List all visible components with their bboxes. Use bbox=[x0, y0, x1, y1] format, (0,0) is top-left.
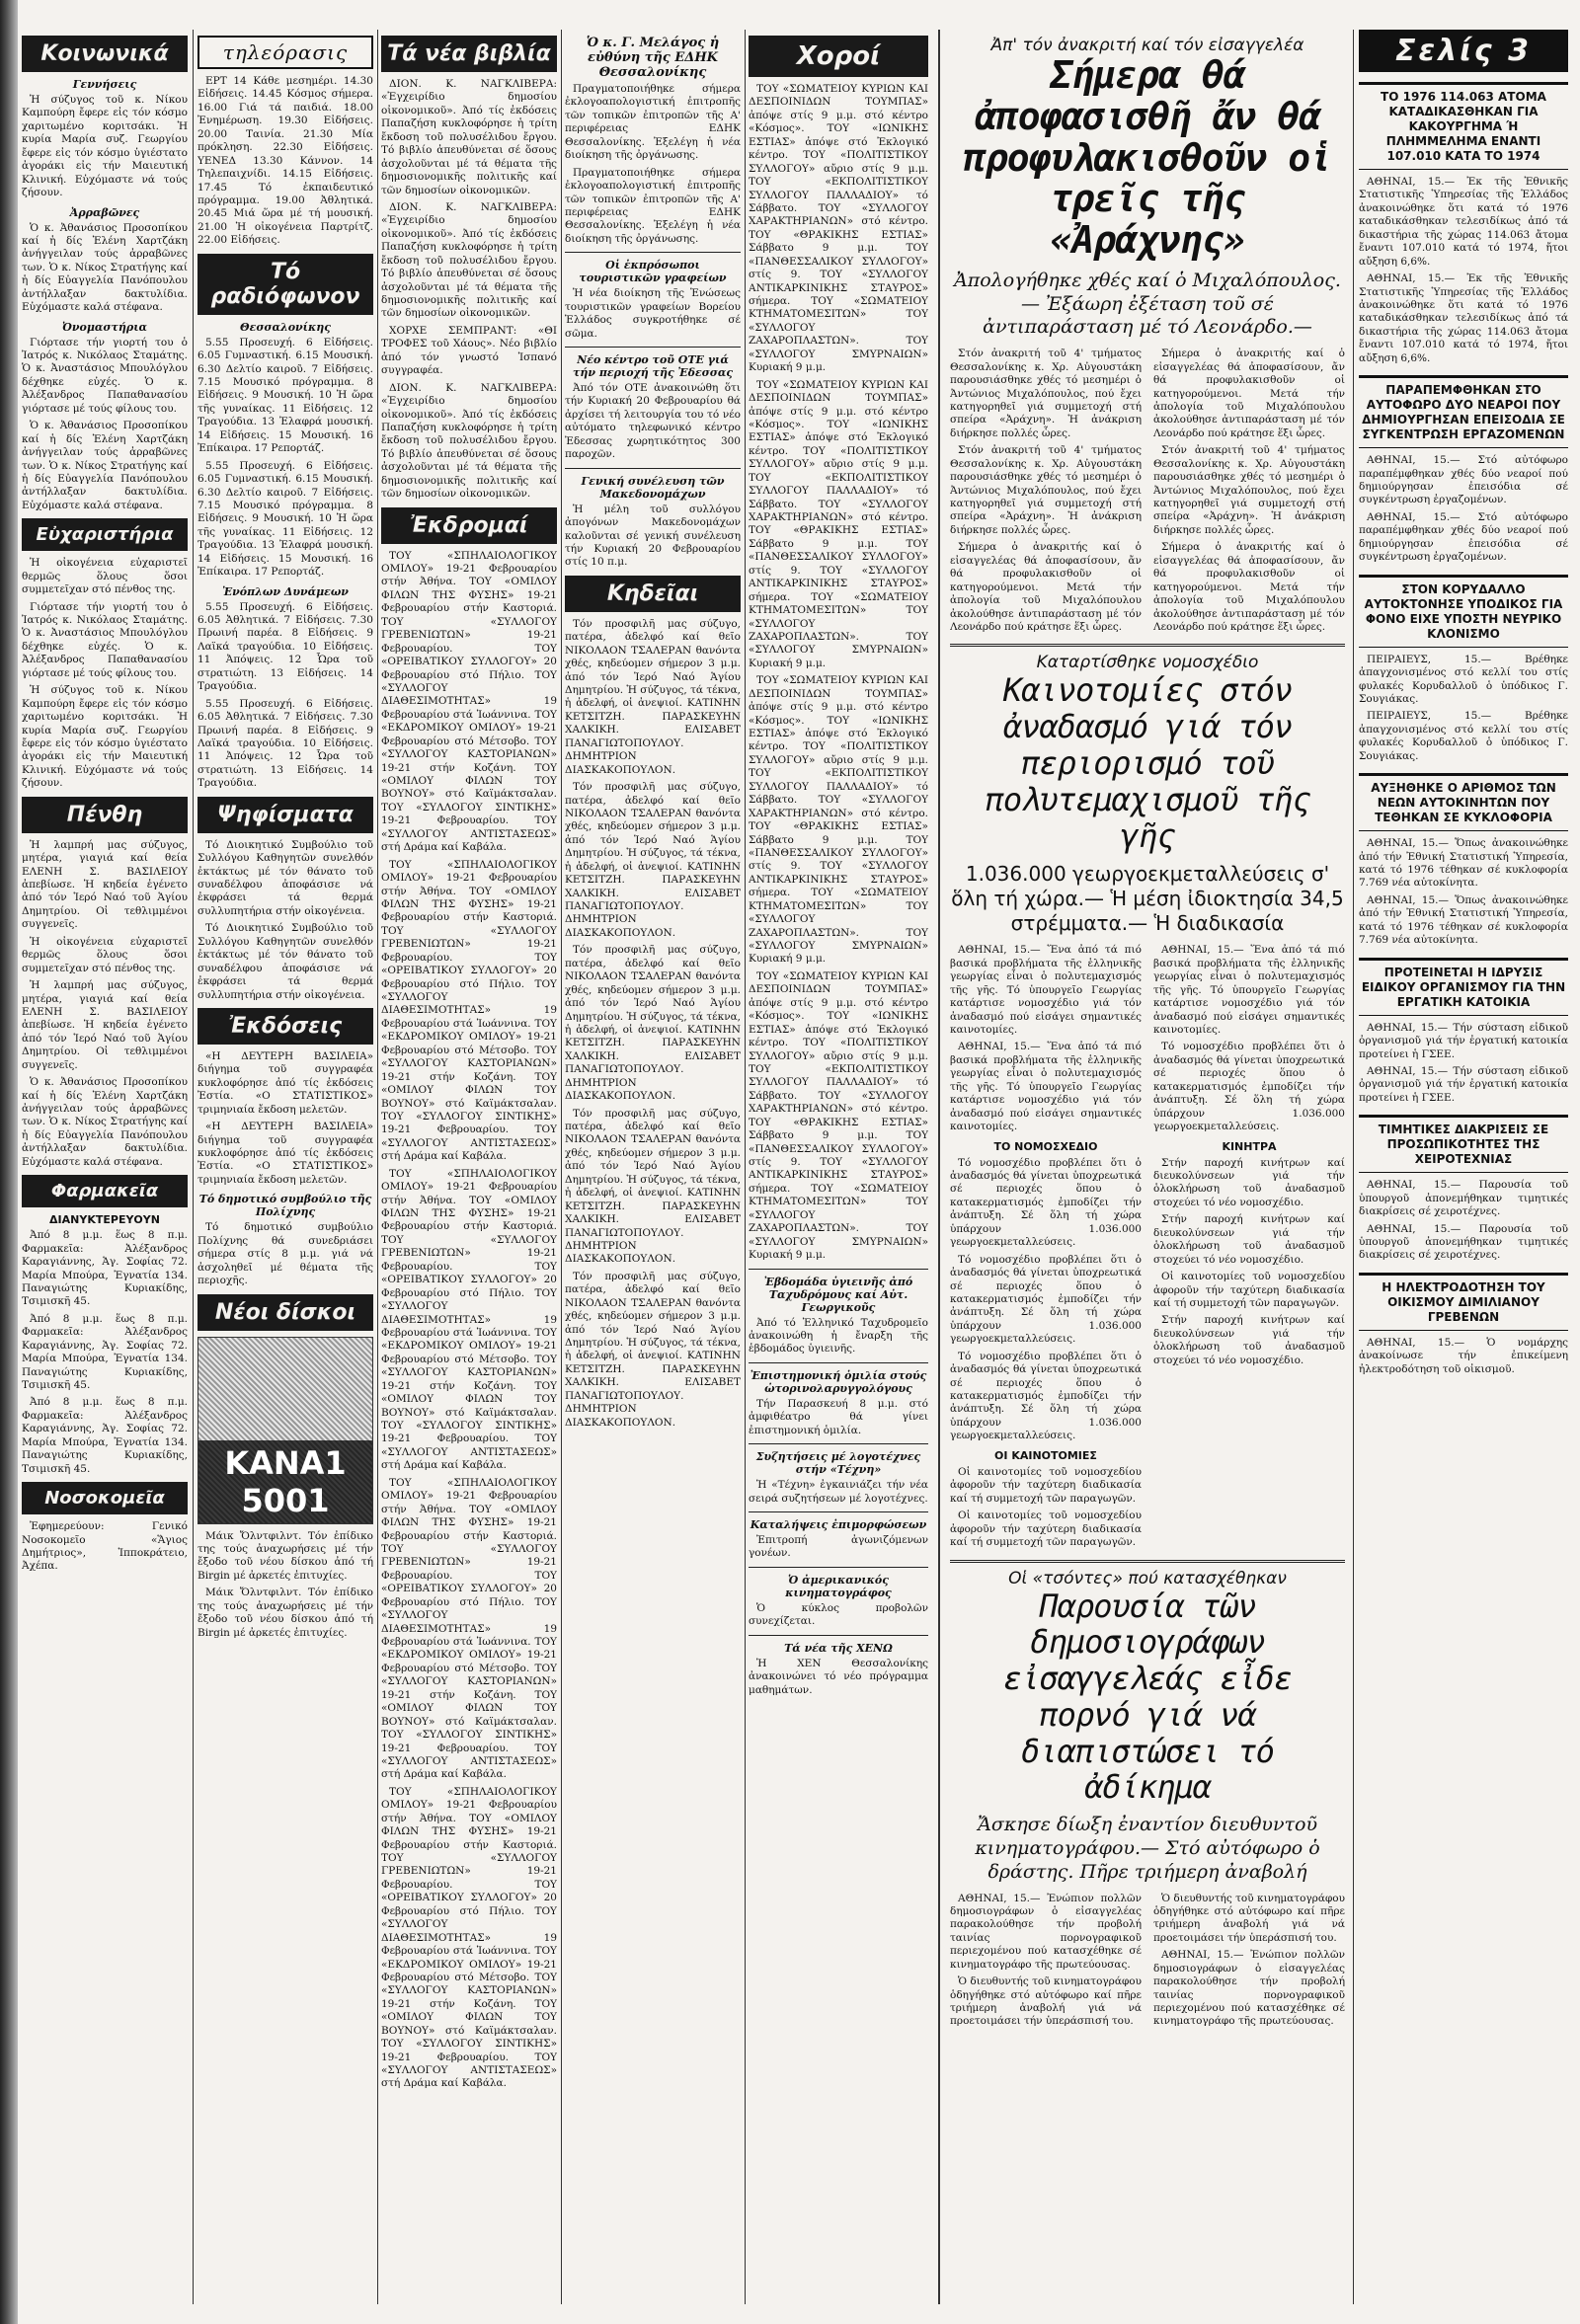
column-news-funerals bbox=[565, 30, 741, 2304]
section-banner-funerals: Κηδεῖαι bbox=[565, 576, 741, 612]
divider bbox=[565, 347, 741, 348]
article-deck: Ἄσκησε δίωξη ἐναντίον διευθυντοῦ κινηματογράφου.— Στό αὐτόφωρο ὁ δράστης. Πῆρε τριήμερη ἀναβολή bbox=[975, 1814, 1320, 1883]
tv-listings: ΕΡΤ 14 Κάθε μεσημέρι. 14.30 Εἰδήσεις. 14.45 Κόσμος σήμερα. 16.00 Γιά τά παιδιά. 18.00 Ἐνημέρωση. 19.30 Εἰδήσεις. 20.00 Ταινία. 21.30 Μία πρόκληση. 22.30 Εἰδήσεις. ΥΕΝΕΔ 13.30 Κάννον. 14 Τηλεπαιχνίδι. 14.15 Εἰδήσεις. 17.45 Τό ἐκπαιδευτικό πρόγραμμα. 19.00 Ἀθλητικά. 20.45 Μιά ὥρα μέ τή μουσική. 21.00 Ἡ οἰκογένεια Παρτρίτζ. 22.00 Εἰδήσεις. bbox=[198, 75, 373, 247]
column-books-excursions bbox=[381, 30, 557, 2304]
column-briefs bbox=[1359, 30, 1568, 2304]
column-rule bbox=[938, 30, 940, 2304]
album-cover-photo bbox=[198, 1337, 373, 1524]
section-banner-radio: Τό ραδιόφωνον bbox=[198, 254, 373, 315]
excursions-list: ΤΟΥ «ΣΠΗΛΑΙΟΛΟΓΙΚΟΥ ΟΜΙΛΟΥ» 19-21 Φεβρουαρίου στήν Ἀθήνα. ΤΟΥ «ΟΜΙΛΟΥ ΦΙΛΩΝ ΤΗΣ ΦΥΣΗΣ» 19-21 Φεβρουαρίου στήν Καστοριά. ΤΟΥ «ΣΥΛΛΟΓΟΥ ΓΡΕΒΕΝΙΩΤΩΝ» 19-21 Φεβρουαρίου. ΤΟΥ «ΟΡΕΙΒΑΤΙΚΟΥ ΣΥΛΛΟΓΟΥ» 20 Φεβρουαρίου στό Πήλιο. ΤΟΥ «ΣΥΛΛΟΓΟΥ ΔΙΑΘΕΣΙΜΟΤΗΤΑΣ» 19 Φεβρουαρίου στά Ἰωάννινα. ΤΟΥ «ΕΚΔΡΟΜΙΚΟΥ ΟΜΙΛΟΥ» 19-21 Φεβρουαρίου στό Μέτσοβο. ΤΟΥ «ΣΥΛΛΟΓΟΥ ΚΑΣΤΟΡΙΑΝΩΝ» 19-21 στήν Κοζάνη. ΤΟΥ «ΟΜΙΛΟΥ ΦΙΛΩΝ ΤΟΥ ΒΟΥΝΟΥ» στό Καϊμάκτσαλαν. ΤΟΥ «ΣΥΛΛΟΓΟΥ ΣΙΝΤΙΚΗΣ» 19-21 Φεβρουαρίου. ΤΟΥ «ΣΥΛΛΟΓΟΥ ΑΝΤΙΣΤΑΣΕΩΣ» στή Δράμα καί Καβάλα. ΤΟΥ «ΣΠΗΛΑΙΟΛΟΓΙΚΟΥ ΟΜΙΛΟΥ» 19-21 Φεβρουαρίου στήν Ἀθήνα. ΤΟΥ «ΟΜΙΛΟΥ ΦΙΛΩΝ ΤΗΣ ΦΥΣΗΣ» 19-21 Φεβρουαρίου στήν Καστοριά. ΤΟΥ «ΣΥΛΛΟΓΟΥ ΓΡΕΒΕΝΙΩΤΩΝ» 19-21 Φεβρουαρίου. ΤΟΥ «ΟΡΕΙΒΑΤΙΚΟΥ ΣΥΛΛΟΓΟΥ» 20 Φεβρουαρίου στό Πήλιο. ΤΟΥ «ΣΥΛΛΟΓΟΥ ΔΙΑΘΕΣΙΜΟΤΗΤΑΣ» 19 Φεβρουαρίου στά Ἰωάννινα. ΤΟΥ «ΕΚΔΡΟΜΙΚΟΥ ΟΜΙΛΟΥ» 19-21 Φεβρουαρίου στό Μέτσοβο. ΤΟΥ «ΣΥΛΛΟΓΟΥ ΚΑΣΤΟΡΙΑΝΩΝ» 19-21 στήν Κοζάνη. ΤΟΥ «ΟΜΙΛΟΥ ΦΙΛΩΝ ΤΟΥ ΒΟΥΝΟΥ» στό Καϊμάκτσαλαν. ΤΟΥ «ΣΥΛΛΟΓΟΥ ΣΙΝΤΙΚΗΣ» 19-21 Φεβρουαρίου. ΤΟΥ «ΣΥΛΛΟΓΟΥ ΑΝΤΙΣΤΑΣΕΩΣ» στή Δράμα καί Καβάλα. ΤΟΥ «ΣΠΗΛΑΙΟΛΟΓΙΚΟΥ ΟΜΙΛΟΥ» 19-21 Φεβρουαρίου στήν Ἀθήνα. ΤΟΥ «ΟΜΙΛΟΥ ΦΙΛΩΝ ΤΗΣ ΦΥΣΗΣ» 19-21 Φεβρουαρίου στήν Καστοριά. ΤΟΥ «ΣΥΛΛΟΓΟΥ ΓΡΕΒΕΝΙΩΤΩΝ» 19-21 Φεβρουαρίου. ΤΟΥ «ΟΡΕΙΒΑΤΙΚΟΥ ΣΥΛΛΟΓΟΥ» 20 Φεβρουαρίου στό Πήλιο. ΤΟΥ «ΣΥΛΛΟΓΟΥ ΔΙΑΘΕΣΙΜΟΤΗΤΑΣ» 19 Φεβρουαρίου στά Ἰωάννινα. ΤΟΥ «ΕΚΔΡΟΜΙΚΟΥ ΟΜΙΛΟΥ» 19-21 Φεβρουαρίου στό Μέτσοβο. ΤΟΥ «ΣΥΛΛΟΓΟΥ ΚΑΣΤΟΡΙΑΝΩΝ» 19-21 στήν Κοζάνη. ΤΟΥ «ΟΜΙΛΟΥ ΦΙΛΩΝ ΤΟΥ ΒΟΥΝΟΥ» στό Καϊμάκτσαλαν. ΤΟΥ «ΣΥΛΛΟΓΟΥ ΣΙΝΤΙΚΗΣ» 19-21 Φεβρουαρίου. ΤΟΥ «ΣΥΛΛΟΓΟΥ ΑΝΤΙΣΤΑΣΕΩΣ» στή Δράμα καί Καβάλα. ΤΟΥ «ΣΠΗΛΑΙΟΛΟΓΙΚΟΥ ΟΜΙΛΟΥ» 19-21 Φεβρουαρίου στήν Ἀθήνα. ΤΟΥ «ΟΜΙΛΟΥ ΦΙΛΩΝ ΤΗΣ ΦΥΣΗΣ» 19-21 Φεβρουαρίου στήν Καστοριά. ΤΟΥ «ΣΥΛΛΟΓΟΥ ΓΡΕΒΕΝΙΩΤΩΝ» 19-21 Φεβρουαρίου. ΤΟΥ «ΟΡΕΙΒΑΤΙΚΟΥ ΣΥΛΛΟΓΟΥ» 20 Φεβρουαρίου στό Πήλιο. ΤΟΥ «ΣΥΛΛΟΓΟΥ ΔΙΑΘΕΣΙΜΟΤΗΤΑΣ» 19 Φεβρουαρίου στά Ἰωάννινα. ΤΟΥ «ΕΚΔΡΟΜΙΚΟΥ ΟΜΙΛΟΥ» 19-21 Φεβρουαρίου στό Μέτσοβο. ΤΟΥ «ΣΥΛΛΟΓΟΥ ΚΑΣΤΟΡΙΑΝΩΝ» 19-21 στήν Κοζάνη. ΤΟΥ «ΟΜΙΛΟΥ ΦΙΛΩΝ ΤΟΥ ΒΟΥΝΟΥ» στό Καϊμάκτσαλαν. ΤΟΥ «ΣΥΛΛΟΓΟΥ ΣΙΝΤΙΚΗΣ» 19-21 Φεβρουαρίου. ΤΟΥ «ΣΥΛΛΟΓΟΥ ΑΝΤΙΣΤΑΣΕΩΣ» στή Δράμα καί Καβάλα. ΤΟΥ «ΣΠΗΛΑΙΟΛΟΓΙΚΟΥ ΟΜΙΛΟΥ» 19-21 Φεβρουαρίου στήν Ἀθήνα. ΤΟΥ «ΟΜΙΛΟΥ ΦΙΛΩΝ ΤΗΣ ΦΥΣΗΣ» 19-21 Φεβρουαρίου στήν Καστοριά. ΤΟΥ «ΣΥΛΛΟΓΟΥ ΓΡΕΒΕΝΙΩΤΩΝ» 19-21 Φεβρουαρίου. ΤΟΥ «ΟΡΕΙΒΑΤΙΚΟΥ ΣΥΛΛΟΓΟΥ» 20 Φεβρουαρίου στό Πήλιο. ΤΟΥ «ΣΥΛΛΟΓΟΥ ΔΙΑΘΕΣΙΜΟΤΗΤΑΣ» 19 Φεβρουαρίου στά Ἰωάννινα. ΤΟΥ «ΕΚΔΡΟΜΙΚΟΥ ΟΜΙΛΟΥ» 19-21 Φεβρουαρίου στό Μέτσοβο. ΤΟΥ «ΣΥΛΛΟΓΟΥ ΚΑΣΤΟΡΙΑΝΩΝ» 19-21 στήν Κοζάνη. ΤΟΥ «ΟΜΙΛΟΥ ΦΙΛΩΝ ΤΟΥ ΒΟΥΝΟΥ» στό Καϊμάκτσαλαν. ΤΟΥ «ΣΥΛΛΟΓΟΥ ΣΙΝΤΙΚΗΣ» 19-21 Φεβρουαρίου. ΤΟΥ «ΣΥΛΛΟΓΟΥ ΑΝΤΙΣΤΑΣΕΩΣ» στή Δράμα καί Καβάλα. bbox=[381, 549, 557, 2090]
section-banner-social: Κοινωνικά bbox=[22, 36, 188, 72]
article-text: «Η ΔΕΥΤΕΡΗ ΒΑΣΙΛΕΙΑ» διήγημα τοῦ συγγραφέα κυκλοφόρησε ἀπό τίς ἐκδόσεις Ἐστία. «Ο ΣΤΑΤΙΣΤΙΚΟΣ» τριμηνιαία ἔκδοση μελετῶν. «Η ΔΕΥΤΕΡΗ ΒΑΣΙΛΕΙΑ» διήγημα τοῦ συγγραφέα κυκλοφόρησε ἀπό τίς ἐκδόσεις Ἐστία. «Ο ΣΤΑΤΙΣΤΙΚΟΣ» τριμηνιαία ἔκδοση μελετῶν. bbox=[198, 1049, 373, 1186]
article-text: Τό Διοικητικό Συμβούλιο τοῦ Συλλόγου Καθηγητῶν συνελθόν ἐκτάκτως μέ τόν θάνατο τοῦ συναδέλφου ἀποφάσισε νά ἐκφράσει τά θερμά συλλυπητήρια στήν οἰκογένεια. Τό Διοικητικό Συμβούλιο τοῦ Συλλόγου Καθηγητῶν συνελθόν ἐκτάκτως μέ τόν θάνατο τοῦ συναδέλφου ἀποφάσισε νά ἐκφράσει τά θερμά συλλυπητήρια στήν οἰκογένεια. bbox=[198, 838, 373, 1001]
section-subhead: Τό δημοτικό συμβούλιο τῆς Πολίχνης bbox=[198, 1193, 372, 1219]
article-text: Τήν Παρασκευή 8 μ.μ. στό ἀμφιθέατρο θά γίνει ἐπιστημονική ὁμιλία. bbox=[749, 1397, 928, 1436]
article-body: Στόν ἀνακριτή τοῦ 4' τμήματος Θεσσαλονίκης κ. Χρ. Αὐγουστάκη παρουσιάσθηκε χθές τό μεσημέρι ὁ Ἀντώνιος Μιχαλόπουλος, πού ἔχει κατηγορηθεῖ γιά συμμετοχή στή σπείρα «Ἀράχνη». Ἡ ἀνάκριση διήρκησε πολλές ὧρες. Στόν ἀνακριτή τοῦ 4' τμήματος Θεσσαλονίκης κ. Χρ. Αὐγουστάκη παρουσιάσθηκε χθές τό μεσημέρι ὁ Ἀντώνιος Μιχαλόπουλος, πού ἔχει κατηγορηθεῖ γιά συμμετοχή στή σπείρα «Ἀράχνη». Ἡ ἀνάκριση διήρκησε πολλές ὧρες. Σήμερα ὁ ἀνακριτής καί ὁ εἰσαγγελέας θά ἀποφασίσουν, ἄν θά προφυλακισθοῦν οἱ κατηγορούμενοι. Μετά τήν ἀπολογία τοῦ Μιχαλόπουλου ἀκολούθησε ἀντιπαράσταση μέ τόν Λεονάρδο πού κράτησε ἕξι ὧρες. Σήμερα ὁ ἀνακριτής καί ὁ εἰσαγγελέας θά ἀποφασίσουν, ἄν θά προφυλακισθοῦν οἱ κατηγορούμενοι. Μετά τήν ἀπολογία τοῦ Μιχαλόπουλου ἀκολούθησε ἀντιπαράσταση μέ τόν Λεονάρδο πού κράτησε ἕξι ὧρες. Στόν ἀνακριτή τοῦ 4' τμήματος Θεσσαλονίκης κ. Χρ. Αὐγουστάκη παρουσιάσθηκε χθές τό μεσημέρι ὁ Ἀντώνιος Μιχαλόπουλος, πού ἔχει κατηγορηθεῖ γιά συμμετοχή στή σπείρα «Ἀράχνη». Ἡ ἀνάκριση διήρκησε πολλές ὧρες. Σήμερα ὁ ἀνακριτής καί ὁ εἰσαγγελέας θά ἀποφασίσουν, ἄν θά προφυλακισθοῦν οἱ κατηγορούμενοι. Μετά τήν ἀπολογία τοῦ Μιχαλόπουλου ἀκολούθησε ἀντιπαράσταση μέ τόν Λεονάρδο πού κράτησε ἕξι ὧρες. bbox=[950, 348, 1345, 633]
divider bbox=[950, 644, 1345, 647]
lead-headline: Σήμερα θά ἀποφασισθῆ ἄν θά προφυλακισθοῦν οἱ τρεῖς τῆς «Ἀράχνης» bbox=[964, 53, 1331, 263]
article-text: Τό δημοτικό συμβούλιο Πολίχνης θά συνεδριάσει σήμερα στίς 8 μ.μ. γιά νά ἀσχοληθεῖ μέ θέματα τῆς περιοχῆς. bbox=[198, 1221, 373, 1287]
column-rule bbox=[377, 30, 378, 2304]
column-rule bbox=[193, 30, 194, 2304]
section-banner-books: Τά νέα βιβλία bbox=[381, 36, 557, 72]
column-media bbox=[198, 30, 373, 2304]
page-binding-shadow bbox=[0, 0, 18, 2324]
column-dances bbox=[749, 30, 928, 2304]
column-social bbox=[22, 30, 188, 2304]
article-body: ΑΘΗΝΑΙ, 15.— Ἕνα ἀπό τά πιό βασικά προβλήματα τῆς ἑλληνικῆς γεωργίας εἶναι ὁ πολυτεμαχισμός τῆς γῆς. Τό ὑπουργεῖο Γεωργίας κατάρτισε νομοσχέδιο γιά τόν ἀναδασμό πού εἰσάγει σημαντικές καινοτομίες. ΑΘΗΝΑΙ, 15.— Ἕνα ἀπό τά πιό βασικά προβλήματα τῆς ἑλληνικῆς γεωργίας εἶναι ὁ πολυτεμαχισμός τῆς γῆς. Τό ὑπουργεῖο Γεωργίας κατάρτισε νομοσχέδιο γιά τόν ἀναδασμό πού εἰσάγει σημαντικές καινοτομίες. ΤΟ ΝΟΜΟΣΧΕΔΙΟ Τό νομοσχέδιο προβλέπει ὅτι ὁ ἀναδασμός θά γίνεται ὑποχρεωτικά σέ περιοχές ὅπου ὁ κατακερματισμός ἐμποδίζει τήν ἀνάπτυξη. Σέ ὅλη τή χώρα ὑπάρχουν 1.036.000 γεωργοεκμεταλλεύσεις. Τό νομοσχέδιο προβλέπει ὅτι ὁ ἀναδασμός θά γίνεται ὑποχρεωτικά σέ περιοχές ὅπου ὁ κατακερματισμός ἐμποδίζει τήν ἀνάπτυξη. Σέ ὅλη τή χώρα ὑπάρχουν 1.036.000 γεωργοεκμεταλλεύσεις. Τό νομοσχέδιο προβλέπει ὅτι ὁ ἀναδασμός θά γίνεται ὑποχρεωτικά σέ περιοχές ὅπου ὁ κατακερματισμός ἐμποδίζει τήν ἀνάπτυξη. Σέ ὅλη τή χώρα ὑπάρχουν 1.036.000 γεωργοεκμεταλλεύσεις. ΟΙ ΚΑΙΝΟΤΟΜΙΕΣ Οἱ καινοτομίες τοῦ νομοσχεδίου ἀφοροῦν τήν ταχύτερη διαδικασία καί τή συμμετοχή τῶν παραγωγῶν. Οἱ καινοτομίες τοῦ νομοσχεδίου ἀφοροῦν τήν ταχύτερη διαδικασία καί τή συμμετοχή τῶν παραγωγῶν. ΑΘΗΝΑΙ, 15.— Ἕνα ἀπό τά πιό βασικά προβλήματα τῆς ἑλληνικῆς γεωργίας εἶναι ὁ πολυτεμαχισμός τῆς γῆς. Τό ὑπουργεῖο Γεωργίας κατάρτισε νομοσχέδιο γιά τόν ἀναδασμό πού εἰσάγει σημαντικές καινοτομίες. Τό νομοσχέδιο προβλέπει ὅτι ὁ ἀναδασμός θά γίνεται ὑποχρεωτικά σέ περιοχές ὅπου ὁ κατακερματισμός ἐμποδίζει τήν ἀνάπτυξη. Σέ ὅλη τή χώρα ὑπάρχουν 1.036.000 γεωργοεκμεταλλεύσεις. ΚΙΝΗΤΡΑ Στήν παροχή κινήτρων καί διευκολύνσεων γιά τήν ὁλοκλήρωση τοῦ ἀναδασμοῦ στοχεύει τό νέο νομοσχέδιο. Στήν παροχή κινήτρων καί διευκολύνσεων γιά τήν ὁλοκλήρωση τοῦ ἀναδασμοῦ στοχεύει τό νέο νομοσχέδιο. Οἱ καινοτομίες τοῦ νομοσχεδίου ἀφοροῦν τήν ταχύτερη διαδικασία καί τή συμμετοχή τῶν παραγωγῶν. Στήν παροχή κινήτρων καί διευκολύνσεων γιά τήν ὁλοκλήρωση τοῦ ἀναδασμοῦ στοχεύει τό νέο νομοσχέδιο. bbox=[950, 944, 1345, 1549]
section-subhead: ΔΙΑΝΥΚΤΕΡΕΥΟΥΝ bbox=[49, 1213, 160, 1227]
article-kicker: Καταρτίσθηκε νομοσχέδιο bbox=[1036, 653, 1259, 673]
article-text: Ἡ σύζυγος τοῦ κ. Νίκου Καμπούρη ἔφερε εἰς τόν κόσμο χαριτωμένο κοριτσάκι. Ἡ κυρία Μαρία συζ. Γεωργίου ἔφερε εἰς τόν κόσμο ὑγιέστατο ἀγοράκι εἰς τήν Μαιευτική Κλινική. Εὐχόμαστε νά τούς ζήσουν. bbox=[22, 94, 188, 199]
brief-headline: ΣΤΟΝ ΚΟΡΥΔΑΛΛΟ ΑΥΤΟΚΤΟΝΗΣΕ ΥΠΟΔΙΚΟΣ ΓΙΑ ΦΟΝΟ ΕΙΧΕ ΥΠΟΣΤΗ ΝΕΥΡΙΚΟ ΚΛΟΝΙΣΜΟ bbox=[1359, 575, 1568, 648]
brief-headline: ΤΙΜΗΤΙΚΕΣ ΔΙΑΚΡΙΣΕΙΣ ΣΕ ΠΡΟΣΩΠΙΚΟΤΗΤΕΣ ΤΗΣ ΧΕΙΡΟΤΕΧΝΙΑΣ bbox=[1359, 1115, 1568, 1173]
article-headline: Ὁ ἀμερικανικός κινηματογράφος bbox=[785, 1573, 892, 1599]
column-main-stories bbox=[950, 30, 1345, 2304]
article-kicker: Ἀπ' τόν ἀνακριτή καί τόν εἰσαγγελέα bbox=[990, 36, 1304, 55]
article-text: ΔΙΟΝ. Κ. ΝΑΓΚΛΙΒΕΡΑ: «Ἐγχειρίδιο δημοσίου οἰκονομικοῦ». Ἀπό τίς ἐκδόσεις Παπαζήση κυκλοφόρησε ἡ τρίτη ἔκδοση τοῦ πολυσέλιδου ἔργου. Τό βιβλίο ἀπευθύνεται σέ ὅσους ἀσχολοῦνται μέ τά θέματα τῆς δημοσιονομικῆς πολιτικῆς καί τῶν δημοσίων οἰκονομικῶν. ΔΙΟΝ. Κ. ΝΑΓΚΛΙΒΕΡΑ: «Ἐγχειρίδιο δημοσίου οἰκονομικοῦ». Ἀπό τίς ἐκδόσεις Παπαζήση κυκλοφόρησε ἡ τρίτη ἔκδοση τοῦ πολυσέλιδου ἔργου. Τό βιβλίο ἀπευθύνεται σέ ὅσους ἀσχολοῦνται μέ τά θέματα τῆς δημοσιονομικῆς πολιτικῆς καί τῶν δημοσίων οἰκονομικῶν. ΧΟΡΧΕ ΣΕΜΠΡΑΝΤ: «ΘΙ ΤΡΟΦΕΣ τοῦ Χάους». Νέο βιβλίο ἀπό τόν γνωστό Ἱσπανό συγγραφέα. ΔΙΟΝ. Κ. ΝΑΓΚΛΙΒΕΡΑ: «Ἐγχειρίδιο δημοσίου οἰκονομικοῦ». Ἀπό τίς ἐκδόσεις Παπαζήση κυκλοφόρησε ἡ τρίτη ἔκδοση τοῦ πολυσέλιδου ἔργου. Τό βιβλίο ἀπευθύνεται σέ ὅσους ἀσχολοῦνται μέ τά θέματα τῆς δημοσιονομικῆς πολιτικῆς καί τῶν δημοσίων οἰκονομικῶν. bbox=[381, 78, 557, 501]
article-text: Ὁ κ. Ἀθανάσιος Προσοπίκου καί ἡ δίς Ἑλένη Χαρτζάκη ἀνήγγειλαν τούς ἀρραβῶνες των. Ὁ κ. Νίκος Στρατήγης καί ἡ δίς Εὐαγγελία Πανόπουλου ἀντήλλαξαν δακτυλίδια. Εὐχόμαστε καλά στέφανα. bbox=[22, 221, 188, 314]
brief-headline: ΠΑΡΑΠΕΜΦΘΗΚΑΝ ΣΤΟ ΑΥΤΟΦΩΡΟ ΔΥΟ ΝΕΑΡΟΙ ΠΟΥ ΔΗΜΙΟΥΡΓΗΣΑΝ ΕΠΕΙΣΟΔΙΑ ΣΕ ΣΥΓΚΕΝΤΡΩΣΗ ΕΡΓΑΖΟΜΕΝΩΝ bbox=[1359, 375, 1568, 448]
article-headline: Καταλήψεις ἐπιμορφώσεων bbox=[750, 1518, 927, 1531]
brief-text: ΑΘΗΝΑΙ, 15.— Ὅπως ἀνακοινώθηκε ἀπό τήν Ἐθνική Στατιστική Ὑπηρεσία, κατά τό 1976 τέθηκαν σέ κυκλοφορία 7.769 νέα αὐτοκίνητα. ΑΘΗΝΑΙ, 15.— Ὅπως ἀνακοινώθηκε ἀπό τήν Ἐθνική Στατιστική Ὑπηρεσία, κατά τό 1976 τέθηκαν σέ κυκλοφορία 7.769 νέα αὐτοκίνητα. bbox=[1359, 837, 1568, 947]
brief-text: ΑΘΗΝΑΙ, 15.— Τήν σύσταση εἰδικοῦ ὀργανισμοῦ γιά τήν ἐργατική κατοικία προτείνει ἡ ΓΣΕΕ. ΑΘΗΝΑΙ, 15.— Τήν σύσταση εἰδικοῦ ὀργανισμοῦ γιά τήν ἐργατική κατοικία προτείνει ἡ ΓΣΕΕ. bbox=[1359, 1021, 1568, 1104]
section-banner-dances: Χοροί bbox=[749, 36, 928, 77]
section-subhead: Θεσσαλονίκης bbox=[240, 320, 331, 334]
section-subhead: Ἐνόπλων Δυνάμεων bbox=[222, 584, 349, 598]
divider bbox=[950, 1560, 1345, 1563]
article-headline: Τά νέα τῆς ΧΕΝΩ bbox=[784, 1641, 893, 1655]
article-headline: Οἱ ἐκπρόσωποι τουριστικῶν γραφείων bbox=[579, 259, 727, 285]
page-number-masthead: Σελίς 3 bbox=[1359, 30, 1568, 72]
divider bbox=[565, 252, 741, 253]
section-banner-pharmacies: Φαρμακεῖα bbox=[22, 1175, 188, 1207]
article-headline: Καινοτομίες στόν ἀναδασμό γιά τόν περιορισμό τοῦ πολυτεμαχισμοῦ τῆς γῆς bbox=[985, 671, 1310, 855]
brief-text: ΑΘΗΝΑΙ, 15.— Παρουσία τοῦ ὑπουργοῦ ἀπονεμήθηκαν τιμητικές διακρίσεις σέ χειροτέχνες. ΑΘΗΝΑΙ, 15.— Παρουσία τοῦ ὑπουργοῦ ἀπονεμήθηκαν τιμητικές διακρίσεις σέ χειροτέχνες. bbox=[1359, 1179, 1568, 1262]
column-rule bbox=[745, 30, 746, 2304]
dances-list: ΤΟΥ «ΣΩΜΑΤΕΙΟΥ ΚΥΡΙΩΝ ΚΑΙ ΔΕΣΠΟΙΝΙΔΩΝ ΤΟΥΜΠΑΣ» ἀπόψε στίς 9 μ.μ. στό κέντρο «Κόσμος». ΤΟΥ «ΙΩΝΙΚΗΣ ΕΣΤΙΑΣ» ἀπόψε στό Ἐκλογικό κέντρο. ΤΟΥ «ΠΟΛΙΤΙΣΤΙΚΟΥ ΣΥΛΛΟΓΟΥ» αὔριο στίς 9 μ.μ. ΤΟΥ «ΕΚΠΟΛΙΤΙΣΤΙΚΟΥ ΣΥΛΛΟΓΟΥ ΠΑΛΛΑΔΙΟΥ» τό Σάββατο. ΤΟΥ «ΣΥΛΛΟΓΟΥ ΧΑΡΑΚΤΗΡΙΑΝΩΝ» στό κέντρο. ΤΟΥ «ΘΡΑΚΙΚΗΣ ΕΣΤΙΑΣ» Σάββατο 9 μ.μ. ΤΟΥ «ΠΑΝΘΕΣΣΑΛΙΚΟΥ ΣΥΛΛΟΓΟΥ» στίς 9. ΤΟΥ «ΣΥΛΛΟΓΟΥ ΑΝΤΙΚΑΡΚΙΝΙΚΗΣ ΣΤΑΥΡΟΣ» σήμερα. ΤΟΥ «ΣΩΜΑΤΕΙΟΥ ΚΤΗΜΑΤΟΜΕΣΙΤΩΝ» ΤΟΥ «ΣΥΛΛΟΓΟΥ ΖΑΧΑΡΟΠΛΑΣΤΩΝ». ΤΟΥ «ΣΥΛΛΟΓΟΥ ΣΜΥΡΝΑΙΩΝ» Κυριακή 9 μ.μ. ΤΟΥ «ΣΩΜΑΤΕΙΟΥ ΚΥΡΙΩΝ ΚΑΙ ΔΕΣΠΟΙΝΙΔΩΝ ΤΟΥΜΠΑΣ» ἀπόψε στίς 9 μ.μ. στό κέντρο «Κόσμος». ΤΟΥ «ΙΩΝΙΚΗΣ ΕΣΤΙΑΣ» ἀπόψε στό Ἐκλογικό κέντρο. ΤΟΥ «ΠΟΛΙΤΙΣΤΙΚΟΥ ΣΥΛΛΟΓΟΥ» αὔριο στίς 9 μ.μ. ΤΟΥ «ΕΚΠΟΛΙΤΙΣΤΙΚΟΥ ΣΥΛΛΟΓΟΥ ΠΑΛΛΑΔΙΟΥ» τό Σάββατο. ΤΟΥ «ΣΥΛΛΟΓΟΥ ΧΑΡΑΚΤΗΡΙΑΝΩΝ» στό κέντρο. ΤΟΥ «ΘΡΑΚΙΚΗΣ ΕΣΤΙΑΣ» Σάββατο 9 μ.μ. ΤΟΥ «ΠΑΝΘΕΣΣΑΛΙΚΟΥ ΣΥΛΛΟΓΟΥ» στίς 9. ΤΟΥ «ΣΥΛΛΟΓΟΥ ΑΝΤΙΚΑΡΚΙΝΙΚΗΣ ΣΤΑΥΡΟΣ» σήμερα. ΤΟΥ «ΣΩΜΑΤΕΙΟΥ ΚΤΗΜΑΤΟΜΕΣΙΤΩΝ» ΤΟΥ «ΣΥΛΛΟΓΟΥ ΖΑΧΑΡΟΠΛΑΣΤΩΝ». ΤΟΥ «ΣΥΛΛΟΓΟΥ ΣΜΥΡΝΑΙΩΝ» Κυριακή 9 μ.μ. ΤΟΥ «ΣΩΜΑΤΕΙΟΥ ΚΥΡΙΩΝ ΚΑΙ ΔΕΣΠΟΙΝΙΔΩΝ ΤΟΥΜΠΑΣ» ἀπόψε στίς 9 μ.μ. στό κέντρο «Κόσμος». ΤΟΥ «ΙΩΝΙΚΗΣ ΕΣΤΙΑΣ» ἀπόψε στό Ἐκλογικό κέντρο. ΤΟΥ «ΠΟΛΙΤΙΣΤΙΚΟΥ ΣΥΛΛΟΓΟΥ» αὔριο στίς 9 μ.μ. ΤΟΥ «ΕΚΠΟΛΙΤΙΣΤΙΚΟΥ ΣΥΛΛΟΓΟΥ ΠΑΛΛΑΔΙΟΥ» τό Σάββατο. ΤΟΥ «ΣΥΛΛΟΓΟΥ ΧΑΡΑΚΤΗΡΙΑΝΩΝ» στό κέντρο. ΤΟΥ «ΘΡΑΚΙΚΗΣ ΕΣΤΙΑΣ» Σάββατο 9 μ.μ. ΤΟΥ «ΠΑΝΘΕΣΣΑΛΙΚΟΥ ΣΥΛΛΟΓΟΥ» στίς 9. ΤΟΥ «ΣΥΛΛΟΓΟΥ ΑΝΤΙΚΑΡΚΙΝΙΚΗΣ ΣΤΑΥΡΟΣ» σήμερα. ΤΟΥ «ΣΩΜΑΤΕΙΟΥ ΚΤΗΜΑΤΟΜΕΣΙΤΩΝ» ΤΟΥ «ΣΥΛΛΟΓΟΥ ΖΑΧΑΡΟΠΛΑΣΤΩΝ». ΤΟΥ «ΣΥΛΛΟΓΟΥ ΣΜΥΡΝΑΙΩΝ» Κυριακή 9 μ.μ. ΤΟΥ «ΣΩΜΑΤΕΙΟΥ ΚΥΡΙΩΝ ΚΑΙ ΔΕΣΠΟΙΝΙΔΩΝ ΤΟΥΜΠΑΣ» ἀπόψε στίς 9 μ.μ. στό κέντρο «Κόσμος». ΤΟΥ «ΙΩΝΙΚΗΣ ΕΣΤΙΑΣ» ἀπόψε στό Ἐκλογικό κέντρο. ΤΟΥ «ΠΟΛΙΤΙΣΤΙΚΟΥ ΣΥΛΛΟΓΟΥ» αὔριο στίς 9 μ.μ. ΤΟΥ «ΕΚΠΟΛΙΤΙΣΤΙΚΟΥ ΣΥΛΛΟΓΟΥ ΠΑΛΛΑΔΙΟΥ» τό Σάββατο. ΤΟΥ «ΣΥΛΛΟΓΟΥ ΧΑΡΑΚΤΗΡΙΑΝΩΝ» στό κέντρο. ΤΟΥ «ΘΡΑΚΙΚΗΣ ΕΣΤΙΑΣ» Σάββατο 9 μ.μ. ΤΟΥ «ΠΑΝΘΕΣΣΑΛΙΚΟΥ ΣΥΛΛΟΓΟΥ» στίς 9. ΤΟΥ «ΣΥΛΛΟΓΟΥ ΑΝΤΙΚΑΡΚΙΝΙΚΗΣ ΣΤΑΥΡΟΣ» σήμερα. ΤΟΥ «ΣΩΜΑΤΕΙΟΥ ΚΤΗΜΑΤΟΜΕΣΙΤΩΝ» ΤΟΥ «ΣΥΛΛΟΓΟΥ ΖΑΧΑΡΟΠΛΑΣΤΩΝ». ΤΟΥ «ΣΥΛΛΟΓΟΥ ΣΜΥΡΝΑΙΩΝ» Κυριακή 9 μ.μ. bbox=[749, 83, 928, 1262]
section-subhead: Ἀρραβῶνες bbox=[69, 205, 140, 219]
brief-headline: ΤΟ 1976 114.063 ΑΤΟΜΑ ΚΑΤΑΔΙΚΑΣΘΗΚΑΝ ΓΙΑ ΚΑΚΟΥΡΓΗΜΑ Ή ΠΛΗΜΜΕΛΗΜΑ ΕΝΑΝΤΙ 107.010 ΚΑΤΑ ΤΟ 1974 bbox=[1359, 82, 1568, 170]
article-text: Ἡ ΧΕΝ Θεσσαλονίκης ἀνακοινώνει τό νέο πρόγραμμα μαθημάτων. bbox=[749, 1657, 928, 1696]
column-rule bbox=[1353, 30, 1354, 2304]
article-body: ΑΘΗΝΑΙ, 15.— Ἐνώπιον πολλῶν δημοσιογράφων ὁ εἰσαγγελέας παρακολούθησε τήν προβολή ταινίας πορνογραφικοῦ περιεχομένου πού κατασχέθηκε σέ κινηματογράφο τῆς πρωτεύουσας. Ὁ διευθυντής τοῦ κινηματογράφου ὁδηγήθηκε στό αὐτόφωρο καί πῆρε τριήμερη ἀναβολή γιά νά προετοιμάσει τήν ὑπεράσπισή του. Ὁ διευθυντής τοῦ κινηματογράφου ὁδηγήθηκε στό αὐτόφωρο καί πῆρε τριήμερη ἀναβολή γιά νά προετοιμάσει τήν ὑπεράσπισή του. ΑΘΗΝΑΙ, 15.— Ἐνώπιον πολλῶν δημοσιογράφων ὁ εἰσαγγελέας παρακολούθησε τήν προβολή ταινίας πορνογραφικοῦ περιεχομένου πού κατασχέθηκε σέ κινηματογράφο τῆς πρωτεύουσας. bbox=[950, 1892, 1345, 2028]
section-subhead: Ὀνομαστήρια bbox=[61, 320, 147, 334]
article-text: Ἀπό 8 μ.μ. ἕως 8 π.μ. Φαρμακεῖα: Ἀλέξανδρος Καραγιάννης, Ἁγ. Σοφίας 72. Μαρία Μπούρα, Ἐγνατία 134. Παναγιώτης Κυριακίδης, Τσιμισκῆ 45. Ἀπό 8 μ.μ. ἕως 8 π.μ. Φαρμακεῖα: Ἀλέξανδρος Καραγιάννης, Ἁγ. Σοφίας 72. Μαρία Μπούρα, Ἐγνατία 134. Παναγιώτης Κυριακίδης, Τσιμισκῆ 45. Ἀπό 8 μ.μ. ἕως 8 π.μ. Φαρμακεῖα: Ἀλέξανδρος Καραγιάννης, Ἁγ. Σοφίας 72. Μαρία Μπούρα, Ἐγνατία 134. Παναγιώτης Κυριακίδης, Τσιμισκῆ 45. bbox=[22, 1229, 188, 1475]
section-banner-excursions: Ἐκδρομαί bbox=[381, 507, 557, 544]
funeral-notices: Τόν προσφιλῆ μας σύζυγο, πατέρα, ἀδελφό καί θεῖο ΝΙΚΟΛΑΟΝ ΤΣΑΛΕΡΑΝ θανόντα χθές, κηδεύομεν σήμερον 3 μ.μ. ἀπό τόν Ἱερό Ναό Ἁγίου Δημητρίου. Ἡ σύζυγος, τά τέκνα, ἡ ἀδελφή, οἱ ἀνεψιοί. ΚΑΤΙΝΗΝ ΚΕΤΣΙΤΖΗ. ΠΑΡΑΣΚΕΥΗΝ ΧΑΛΚΙΚΗ. ΕΛΙΣΑΒΕΤ ΠΑΝΑΓΙΩΤΟΠΟΥΛΟΥ. ΔΗΜΗΤΡΙΟΝ ΔΙΑΣΚΑΚΟΠΟΥΛΟΝ. Τόν προσφιλῆ μας σύζυγο, πατέρα, ἀδελφό καί θεῖο ΝΙΚΟΛΑΟΝ ΤΣΑΛΕΡΑΝ θανόντα χθές, κηδεύομεν σήμερον 3 μ.μ. ἀπό τόν Ἱερό Ναό Ἁγίου Δημητρίου. Ἡ σύζυγος, τά τέκνα, ἡ ἀδελφή, οἱ ἀνεψιοί. ΚΑΤΙΝΗΝ ΚΕΤΣΙΤΖΗ. ΠΑΡΑΣΚΕΥΗΝ ΧΑΛΚΙΚΗ. ΕΛΙΣΑΒΕΤ ΠΑΝΑΓΙΩΤΟΠΟΥΛΟΥ. ΔΗΜΗΤΡΙΟΝ ΔΙΑΣΚΑΚΟΠΟΥΛΟΝ. Τόν προσφιλῆ μας σύζυγο, πατέρα, ἀδελφό καί θεῖο ΝΙΚΟΛΑΟΝ ΤΣΑΛΕΡΑΝ θανόντα χθές, κηδεύομεν σήμερον 3 μ.μ. ἀπό τόν Ἱερό Ναό Ἁγίου Δημητρίου. Ἡ σύζυγος, τά τέκνα, ἡ ἀδελφή, οἱ ἀνεψιοί. ΚΑΤΙΝΗΝ ΚΕΤΣΙΤΖΗ. ΠΑΡΑΣΚΕΥΗΝ ΧΑΛΚΙΚΗ. ΕΛΙΣΑΒΕΤ ΠΑΝΑΓΙΩΤΟΠΟΥΛΟΥ. ΔΗΜΗΤΡΙΟΝ ΔΙΑΣΚΑΚΟΠΟΥΛΟΝ. Τόν προσφιλῆ μας σύζυγο, πατέρα, ἀδελφό καί θεῖο ΝΙΚΟΛΑΟΝ ΤΣΑΛΕΡΑΝ θανόντα χθές, κηδεύομεν σήμερον 3 μ.μ. ἀπό τόν Ἱερό Ναό Ἁγίου Δημητρίου. Ἡ σύζυγος, τά τέκνα, ἡ ἀδελφή, οἱ ἀνεψιοί. ΚΑΤΙΝΗΝ ΚΕΤΣΙΤΖΗ. ΠΑΡΑΣΚΕΥΗΝ ΧΑΛΚΙΚΗ. ΕΛΙΣΑΒΕΤ ΠΑΝΑΓΙΩΤΟΠΟΥΛΟΥ. ΔΗΜΗΤΡΙΟΝ ΔΙΑΣΚΑΚΟΠΟΥΛΟΝ. Τόν προσφιλῆ μας σύζυγο, πατέρα, ἀδελφό καί θεῖο ΝΙΚΟΛΑΟΝ ΤΣΑΛΕΡΑΝ θανόντα χθές, κηδεύομεν σήμερον 3 μ.μ. ἀπό τόν Ἱερό Ναό Ἁγίου Δημητρίου. Ἡ σύζυγος, τά τέκνα, ἡ ἀδελφή, οἱ ἀνεψιοί. ΚΑΤΙΝΗΝ ΚΕΤΣΙΤΖΗ. ΠΑΡΑΣΚΕΥΗΝ ΧΑΛΚΙΚΗ. ΕΛΙΣΑΒΕΤ ΠΑΝΑΓΙΩΤΟΠΟΥΛΟΥ. ΔΗΜΗΤΡΙΟΝ ΔΙΑΣΚΑΚΟΠΟΥΛΟΝ. bbox=[565, 617, 741, 1429]
section-subhead: Γεννήσεις bbox=[72, 78, 137, 91]
photo-caption: ΚΑΝΑ1 5001 bbox=[198, 1440, 372, 1523]
article-text: Γιόρτασε τήν γιορτή του ὁ Ἰατρός κ. Νικόλαος Σταμάτης. Ὁ κ. Ἀναστάσιος Μπουλόγλου δέχθηκε εὐχές. Ὁ κ. Ἀλέξανδρος Παπαθανασίου γιόρτασε μέ τούς φίλους του. Ὁ κ. Ἀθανάσιος Προσοπίκου καί ἡ δίς Ἑλένη Χαρτζάκη ἀνήγγειλαν τούς ἀρραβῶνες των. Ὁ κ. Νίκος Στρατήγης καί ἡ δίς Εὐαγγελία Πανόπουλου ἀντήλλαξαν δακτυλίδια. Εὐχόμαστε καλά στέφανα. bbox=[22, 336, 188, 511]
article-deck: 1.036.000 γεωργοεκμεταλλεύσεις σ' ὅλη τή χώρα.— Ἡ μέση ἰδιοκτησία 34,5 στρέμματα.— Ἡ διαδικασία bbox=[951, 862, 1344, 936]
radio-listings: 5.55 Προσευχή. 6 Εἰδήσεις. 6.05 Ἀθλητικά. 7 Εἰδήσεις. 7.30 Πρωινή παρέα. 8 Εἰδήσεις. 9 Λαϊκά τραγούδια. 10 Εἰδήσεις. 11 Ἀπόψεις. 12 Ὧρα τοῦ στρατιώτη. 13 Εἰδήσεις. 14 Τραγούδια. 5.55 Προσευχή. 6 Εἰδήσεις. 6.05 Ἀθλητικά. 7 Εἰδήσεις. 7.30 Πρωινή παρέα. 8 Εἰδήσεις. 9 Λαϊκά τραγούδια. 10 Εἰδήσεις. 11 Ἀπόψεις. 12 Ὧρα τοῦ στρατιώτη. 13 Εἰδήσεις. 14 Τραγούδια. bbox=[198, 600, 373, 790]
article-byline: Ὁ κ. Γ. Μελάγος ἡ εὐθύνη τῆς ΕΔΗΚ Θεσσαλονίκης bbox=[586, 36, 720, 80]
article-headline: Ἐπιστημονική ὁμιλία στούς ὠτορινολαρυγγολόγους bbox=[750, 1368, 927, 1395]
article-headline: Παρουσία τῶν δημοσιογράφων εἰσαγγελεάς εἶδε πορνό γιά νά διαπιστώσει τό ἀδίκημα bbox=[1002, 1587, 1293, 1807]
article-text: Ἡ νέα διοίκηση τῆς Ἑνώσεως τουριστικῶν γραφείων Βορείου Ἑλλάδος συγκροτήθηκε σέ σῶμα. bbox=[565, 287, 741, 340]
article-text: Πραγματοποιήθηκε σήμερα ἐκλογοαπολογιστική ἐπιτροπῆς τῶν τοπικῶν ἐπιτροπῶν τῆς Α' περιφέρειας ΕΔΗΚ Θεσσαλονίκης. Ἐξελέγη ἡ νέα διοίκηση τῆς ὀργάνωσης. Πραγματοποιήθηκε σήμερα ἐκλογοαπολογιστική ἐπιτροπῆς τῶν τοπικῶν ἐπιτροπῶν τῆς Α' περιφέρειας ΕΔΗΚ Θεσσαλονίκης. Ἐξελέγη ἡ νέα διοίκηση τῆς ὀργάνωσης. bbox=[565, 83, 741, 245]
article-text: Ἀπό τό Ἐλληνικό Ταχυδρομεῖο ἀνακοινώθη ἡ ἔναρξη τῆς ἑβδομάδος ὑγιεινῆς. bbox=[749, 1316, 928, 1356]
brief-headline: ΠΡΟΤΕΙΝΕΤΑΙ Η ΙΔΡΥΣΙΣ ΕΙΔΙΚΟΥ ΟΡΓΑΝΙΣΜΟΥ ΓΙΑ ΤΗΝ ΕΡΓΑΤΙΚΗ ΚΑΤΟΙΚΙΑ bbox=[1359, 958, 1568, 1016]
article-text: Ἐπιτροπή ἀγωνιζόμενων γονέων. bbox=[749, 1534, 928, 1560]
article-text: Ἀπό τόν ΟΤΕ ἀνακοινώθη ὅτι τήν Κυριακή 20 Φεβρουαρίου θά ἀρχίσει τή λειτουργία του τό νέο αὐτόματο τηλεφωνικό κέντρο Ἐδεσσας χωρητικότητος 300 παροχῶν. bbox=[565, 382, 741, 461]
article-text: Ἡ λαμπρή μας σύζυγος, μητέρα, γιαγιά καί θεία ΕΛΕΝΗ Σ. ΒΑΣΙΛΕΙΟΥ ἀπεβίωσε. Ἡ κηδεία ἐγένετο ἀπό τόν Ἱερό Ναό τοῦ Ἁγίου Δημητρίου. Οἱ τεθλιμμένοι συγγενεῖς. Ἡ οἰκογένεια εὐχαριστεῖ θερμῶς ὅλους ὅσοι συμμετεῖχαν στό πένθος της. Ἡ λαμπρή μας σύζυγος, μητέρα, γιαγιά καί θεία ΕΛΕΝΗ Σ. ΒΑΣΙΛΕΙΟΥ ἀπεβίωσε. Ἡ κηδεία ἐγένετο ἀπό τόν Ἱερό Ναό τοῦ Ἁγίου Δημητρίου. Οἱ τεθλιμμένοι συγγενεῖς. Ὁ κ. Ἀθανάσιος Προσοπίκου καί ἡ δίς Ἑλένη Χαρτζάκη ἀνήγγειλαν τούς ἀρραβῶνες των. Ὁ κ. Νίκος Στρατήγης καί ἡ δίς Εὐαγγελία Πανόπουλου ἀντήλλαξαν δακτυλίδια. Εὐχόμαστε καλά στέφανα. bbox=[22, 838, 188, 1168]
section-banner-resolutions: Ψηφίσματα bbox=[198, 797, 373, 833]
article-kicker: Οἱ «τσόντες» πού κατασχέθηκαν bbox=[1008, 1568, 1287, 1588]
divider bbox=[749, 1567, 928, 1568]
divider bbox=[749, 1511, 928, 1512]
divider bbox=[749, 1635, 928, 1636]
article-deck: Ἀπολογήθηκε χθές καί ὁ Μιχαλόπουλος.— Ἐξάωρη ἐξέταση τοῦ σέ ἀντιπαράσταση μέ τό Λεονάρδο.— bbox=[954, 269, 1341, 339]
article-text: Ὁ κύκλος προβολῶν συνεχίζεται. bbox=[749, 1601, 928, 1628]
divider bbox=[749, 1269, 928, 1270]
section-banner-records: Νέοι δίσκοι bbox=[198, 1294, 373, 1331]
brief-text: ΑΘΗΝΑΙ, 15.— Ἐκ τῆς Ἐθνικῆς Στατιστικῆς Ὑπηρεσίας τῆς Ἑλλάδος ἀνακοινώθηκε ὅτι κατά τό 1976 καταδικάσθηκαν τελεσιδίκως ἀπό τά δικαστήρια τῆς χώρας 114.063 ἄτομα ἔναντι 107.010 κατά τό 1974, ἤτοι αὔξηση 6,6%. ΑΘΗΝΑΙ, 15.— Ἐκ τῆς Ἐθνικῆς Στατιστικῆς Ὑπηρεσίας τῆς Ἑλλάδος ἀνακοινώθηκε ὅτι κατά τό 1976 καταδικάσθηκαν τελεσιδίκως ἀπό τά δικαστήρια τῆς χώρας 114.063 ἄτομα ἔναντι 107.010 κατά τό 1974, ἤτοι αὔξηση 6,6%. bbox=[1359, 176, 1568, 364]
article-text: Ἐφημερεύουν: Γενικό Νοσοκομεῖο «Ἅγιος Δημήτριος», Ἱπποκράτειο, Ἀχέπα. bbox=[22, 1520, 188, 1573]
brief-headline: ΑΥΞΗΘΗΚΕ Ο ΑΡΙΘΜΟΣ ΤΩΝ ΝΕΩΝ ΑΥΤΟΚΙΝΗΤΩΝ ΠΟΥ ΤΕΘΗΚΑΝ ΣΕ ΚΥΚΛΟΦΟΡΙΑ bbox=[1359, 773, 1568, 831]
section-head-television: τηλεόρασις bbox=[198, 36, 373, 69]
section-banner-mourning: Πένθη bbox=[22, 797, 188, 833]
brief-headline: Η ΗΛΕΚΤΡΟΔΟΤΗΣΗ ΤΟΥ ΟΙΚΙΣΜΟΥ ΔΙΜΙΛΙΑΝΟΥ ΓΡΕΒΕΝΩΝ bbox=[1359, 1273, 1568, 1331]
brief-text: ΠΕΙΡΑΙΕΥΣ, 15.— Βρέθηκε ἀπαγχονισμένος στό κελλί του στίς φυλακές Κορυδαλλοῦ ὁ ὑπόδικος Γ. Σουγιάκας. ΠΕΙΡΑΙΕΥΣ, 15.— Βρέθηκε ἀπαγχονισμένος στό κελλί του στίς φυλακές Κορυδαλλοῦ ὁ ὑπόδικος Γ. Σουγιάκας. bbox=[1359, 653, 1568, 762]
brief-text: ΑΘΗΝΑΙ, 15.— Στό αὐτόφωρο παραπέμφθηκαν χθές δύο νεαροί πού δημιούργησαν ἐπεισόδια σέ συγκέντρωση ἐργαζομένων. ΑΘΗΝΑΙ, 15.— Στό αὐτόφωρο παραπέμφθηκαν χθές δύο νεαροί πού δημιούργησαν ἐπεισόδια σέ συγκέντρωση ἐργαζομένων. bbox=[1359, 454, 1568, 564]
section-banner-publications: Ἐκδόσεις bbox=[198, 1008, 373, 1045]
divider bbox=[749, 1362, 928, 1363]
radio-listings: 5.55 Προσευχή. 6 Εἰδήσεις. 6.05 Γυμναστική. 6.15 Μουσική. 6.30 Δελτίο καιροῦ. 7 Εἰδήσεις. 7.15 Μουσικό πρόγραμμα. 8 Εἰδήσεις. 9 Μουσική. 10 Ἡ ὥρα τῆς γυναίκας. 11 Εἰδήσεις. 12 Τραγούδια. 13 Ἐλαφρά μουσική. 14 Εἰδήσεις. 15 Μουσική. 16 Ἐπίκαιρα. 17 Ρεπορτάζ. 5.55 Προσευχή. 6 Εἰδήσεις. 6.05 Γυμναστική. 6.15 Μουσική. 6.30 Δελτίο καιροῦ. 7 Εἰδήσεις. 7.15 Μουσικό πρόγραμμα. 8 Εἰδήσεις. 9 Μουσική. 10 Ἡ ὥρα τῆς γυναίκας. 11 Εἰδήσεις. 12 Τραγούδια. 13 Ἐλαφρά μουσική. 14 Εἰδήσεις. 15 Μουσική. 16 Ἐπίκαιρα. 17 Ρεπορτάζ. bbox=[198, 336, 373, 579]
article-text: Ἡ μέλη τοῦ συλλόγου ἀπογόνων Μακεδονομάχων καλοῦνται σέ γενική συνέλευση τήν Κυριακή 20 Φεβρουαρίου στίς 10 π.μ. bbox=[565, 503, 741, 569]
brief-text: ΑΘΗΝΑΙ, 15.— Ὁ νομάρχης ἀνακοίνωσε τήν ἐπικείμενη ἠλεκτροδότηση τοῦ οἰκισμοῦ. bbox=[1359, 1336, 1568, 1375]
article-headline: Γενική συνέλευση τῶν Μακεδονομάχων bbox=[581, 474, 725, 501]
section-banner-thanks: Εὐχαριστήρια bbox=[22, 518, 188, 551]
divider bbox=[565, 468, 741, 469]
article-headline: Ἐβδομάδα ὑγιεινῆς ἀπό Ταχυδρόμους καί Αὐτ. Γεωργικοῦς bbox=[763, 1275, 913, 1314]
article-headline: Συζητήσεις μέ λογοτέχνες στήν «Τέχνη» bbox=[755, 1450, 921, 1477]
article-text: Ἡ «Τέχνη» ἐγκαινιάζει τήν νέα σειρά συζητήσεων μέ λογοτέχνες. bbox=[749, 1479, 928, 1505]
section-banner-hospitals: Νοσοκομεῖα bbox=[22, 1482, 188, 1514]
article-text: Ἡ οἰκογένεια εὐχαριστεῖ θερμῶς ὅλους ὅσοι συμμετεῖχαν στό πένθος της. Γιόρτασε τήν γιορτή του ὁ Ἰατρός κ. Νικόλαος Σταμάτης. Ὁ κ. Ἀναστάσιος Μπουλόγλου δέχθηκε εὐχές. Ὁ κ. Ἀλέξανδρος Παπαθανασίου γιόρτασε μέ τούς φίλους του. Ἡ σύζυγος τοῦ κ. Νίκου Καμπούρη ἔφερε εἰς τόν κόσμο χαριτωμένο κοριτσάκι. Ἡ κυρία Μαρία συζ. Γεωργίου ἔφερε εἰς τόν κόσμο ὑγιέστατο ἀγοράκι εἰς τήν Μαιευτική Κλινική. Εὐχόμαστε νά τούς ζήσουν. bbox=[22, 557, 188, 790]
article-headline: Νέο κέντρο τοῦ ΟΤΕ γιά τήν περιοχή τῆς Ἐδεσσας bbox=[572, 353, 734, 379]
divider bbox=[749, 1443, 928, 1444]
column-rule bbox=[561, 30, 562, 2304]
article-text: Μάικ Ὄλντφιλντ. Τόν ἐπίδικο της τούς ἀναχωρήσεις μέ τήν ἔξοδο τοῦ νέου δίσκου ἀπό τή Βirgin μέ ἀρκετές ἐπιτυχίες. Μάικ Ὄλντφιλντ. Τόν ἐπίδικο της τούς ἀναχωρήσεις μέ τήν ἔξοδο τοῦ νέου δίσκου ἀπό τή Βirgin μέ ἀρκετές ἐπιτυχίες. bbox=[198, 1529, 373, 1639]
